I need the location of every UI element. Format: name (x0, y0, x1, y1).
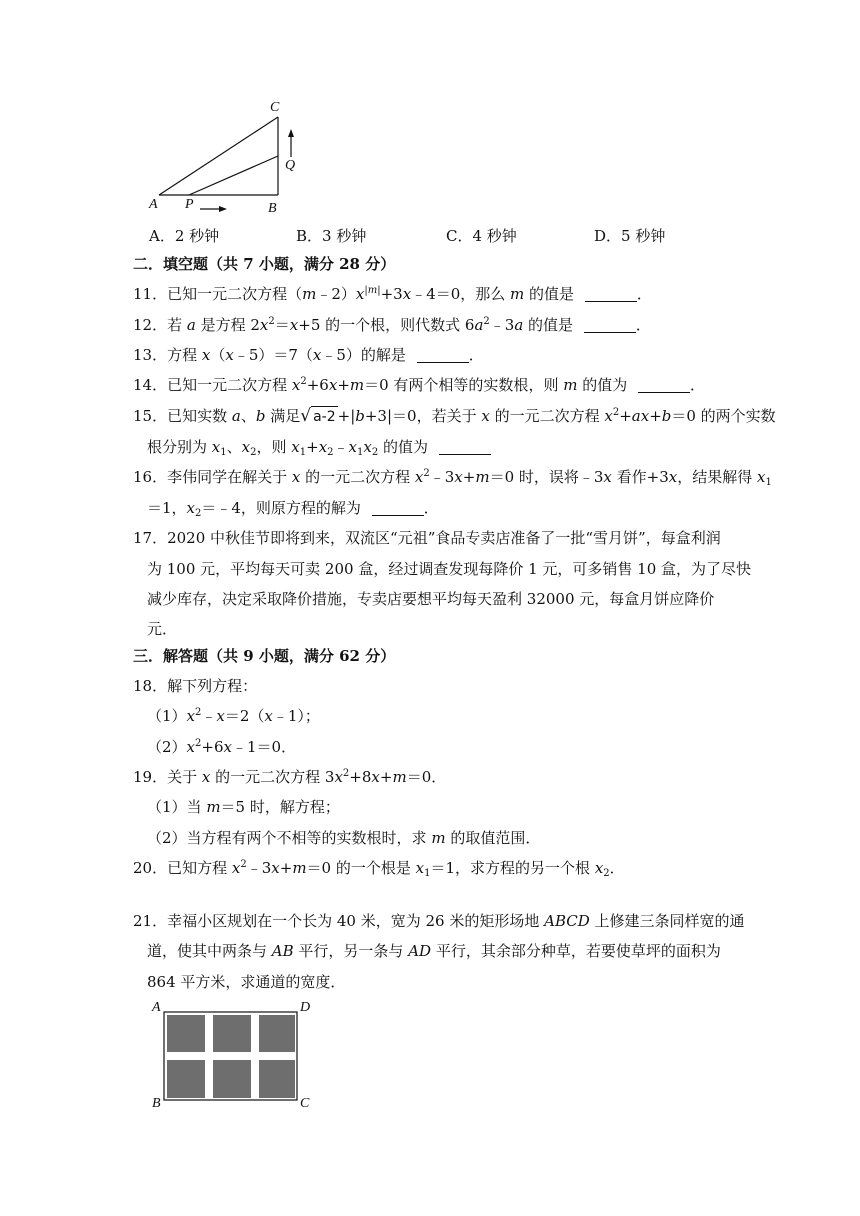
label-d: D (300, 1000, 311, 1015)
label-b: B (152, 1096, 161, 1111)
q10-option-a: A．2 秒钟 (149, 227, 220, 245)
question-15-line1: 15．已知实数 a、b 满足√ a-2 +|b+3|＝0，若关于 x 的一元二次方程 $x^2+ax+b=0$ 的两个实数 (133, 406, 776, 426)
section2-title: 二．填空题（共 7 小题，满分 28 分） (133, 255, 396, 273)
question-19-part1: （1）当 m＝5 时，解方程； (147, 798, 340, 816)
arrow-right-head-icon (219, 206, 227, 212)
segment-ac (159, 117, 278, 195)
question-18-part1: $(1)x^2﹣x=2(x﹣1)$； (147, 707, 320, 725)
question-11: 11．已知一元二次方程$(m﹣2)x^{|m|}+3x﹣4=0$，那么 m 的值是 ． (133, 285, 652, 303)
label-a: A (149, 197, 158, 212)
answer-blank[interactable] (417, 348, 469, 363)
label-a: A (152, 1000, 161, 1015)
lawn-block (259, 1015, 295, 1052)
lawn-block (259, 1060, 295, 1098)
section3-title: 三．解答题（共 9 小题，满分 62 分） (133, 647, 396, 665)
lawn-block (213, 1015, 251, 1052)
question-14: 14．已知一元二次方程 $x^2+6x+m=0$ 有两个相等的实数根，则 m 的值为 ． (133, 376, 706, 394)
q10-triangle-figure (145, 100, 315, 220)
lawn-block (213, 1060, 251, 1098)
label-c: C (300, 1096, 310, 1111)
q21-rectangle-svg (150, 1000, 320, 1115)
question-20: 20．已知方程 $x^2﹣3x+m=0$ 的一个根是 $x_1=1$，求方程的另一个根 $x_2$． (133, 859, 625, 879)
question-17-line1: 17．2020 中秋佳节即将到来，双流区“元祖”食品专卖店准备了一批“雪月饼”，每盒利润 (133, 529, 721, 547)
question-18-stem: 18．解下列方程： (133, 677, 258, 695)
question-12: 12．若 a 是方程 $2x^2=x+5$ 的一个根，则代数式 $6a^2﹣3a$ 的值是 ． (133, 316, 651, 334)
label-b: B (268, 201, 277, 216)
question-19-part2: （2）当方程有两个不相等的实数根时，求 m 的取值范围． (147, 829, 541, 847)
q21-rectangle-figure (150, 1000, 320, 1115)
arrow-up-head-icon (288, 129, 294, 137)
answer-blank[interactable] (584, 318, 636, 333)
answer-blank[interactable] (585, 287, 637, 302)
question-19-stem: 19．关于 x 的一元二次方程 $3x^2+8x+m=0$． (133, 768, 447, 786)
question-17-line4: 元． (147, 620, 178, 638)
question-17-line2: 为 100 元，平均每天可卖 200 盒，经过调查发现每降价 1 元，可多销售 10 盒，为了尽快 (147, 560, 752, 578)
label-c: C (270, 100, 280, 115)
answer-blank[interactable] (638, 378, 690, 393)
question-18-part2: $(2)x^2+6x﹣1=0$． (147, 738, 297, 756)
label-q: Q (285, 158, 296, 173)
q10-option-b: B．3 秒钟 (296, 227, 367, 245)
q10-option-c: C．4 秒钟 (446, 227, 517, 245)
question-21-line3: 864 平方米，求通道的宽度． (147, 973, 346, 991)
question-16-line1: 16．李伟同学在解关于 x 的一元二次方程 $x^2﹣3x+m=0$ 时，误将﹣3x 看作+3x，结果解得 $x_1$ (133, 468, 772, 488)
segment-pq (189, 156, 278, 195)
question-21-line2: 道，使其中两条与 AB 平行，另一条与 AD 平行，其余部分种草，若要使草坪的面积为 (147, 942, 721, 960)
label-p: P (185, 197, 194, 212)
answer-blank[interactable] (372, 501, 424, 516)
question-17-line3: 减少库存，决定采取降价措施，专卖店要想平均每天盈利 32000 元，每盒月饼应降价 (147, 590, 715, 608)
lawn-block (167, 1060, 205, 1098)
question-13: 13．方程 x（x﹣5）＝7（x﹣5）的解是 ． (133, 346, 484, 364)
question-16-line2: ＝1，$x_2=﹣4$，则原方程的解为 ． (147, 499, 439, 519)
lawn-block (167, 1015, 205, 1052)
q10-option-d: D．5 秒钟 (594, 227, 666, 245)
question-21-line1: 21．幸福小区规划在一个长为 40 米，宽为 26 米的矩形场地 ABCD 上修建三条同样宽的通 (133, 912, 745, 930)
answer-blank[interactable] (439, 440, 491, 455)
question-15-line2: 根分别为 $x_1$、$x_2$，则 $x_1+x_2﹣x_1x_2$ 的值为 (147, 437, 491, 457)
